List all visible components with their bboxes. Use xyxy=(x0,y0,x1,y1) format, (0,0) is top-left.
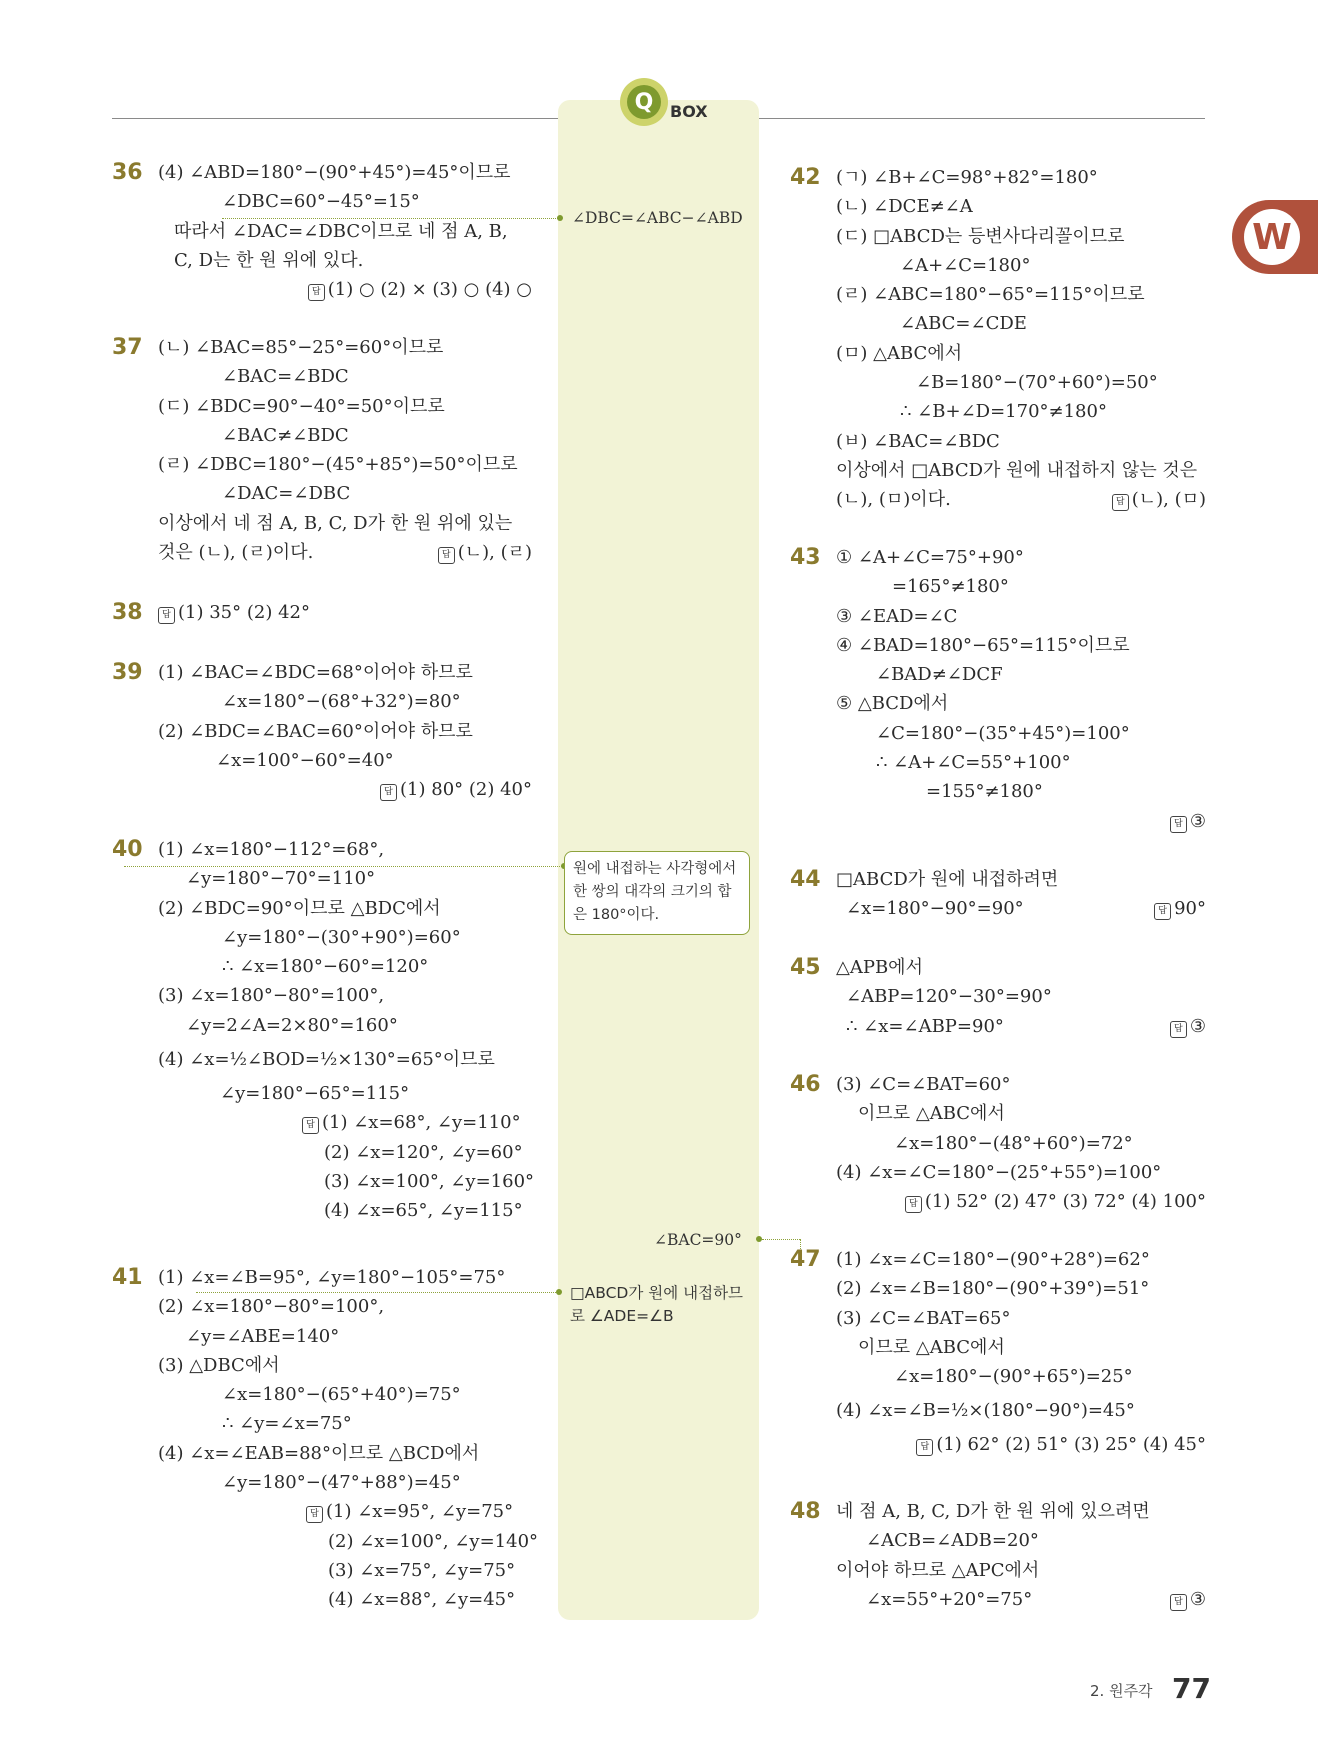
line: ∠x=100°−60°=40° xyxy=(216,749,394,771)
answer-tag-icon: 답 xyxy=(158,607,175,624)
line: ∠ACB=∠ADB=20° xyxy=(866,1530,1039,1552)
problem-number: 48 xyxy=(790,1499,821,1524)
answer: (3) ∠x=75°, ∠y=75° xyxy=(328,1559,516,1581)
answer-block xyxy=(158,1108,535,1225)
line: ∠A+∠C=180° xyxy=(900,254,1031,276)
problem-number: 42 xyxy=(790,165,821,190)
line-with-answer: 것은 (ㄴ), (ㄹ)이다. 답 (ㄴ), (ㄹ) xyxy=(158,538,532,567)
line: (ㄴ) ∠DCE≠∠A xyxy=(836,196,973,218)
line: ∠x=180°−(90°+65°)=25° xyxy=(894,1366,1133,1388)
line: ∠x=180°−(48°+60°)=72° xyxy=(894,1132,1133,1154)
answer-tag-icon: 답 xyxy=(1170,816,1187,833)
top-rule-left xyxy=(112,118,558,119)
answer-tag-icon: 답 xyxy=(308,284,325,301)
line: (1) ∠x=∠B=95°, ∠y=180°−105°=75° xyxy=(158,1267,506,1288)
note-bullet xyxy=(556,1289,562,1295)
line-with-answer: ∠x=180°−90°=90° 답 90° xyxy=(836,894,1206,923)
line: (ㄹ) ∠ABC=180°−65°=115°이므로 xyxy=(836,284,1145,306)
line: (3) ∠C=∠BAT=60° xyxy=(836,1074,1011,1095)
problem-46 xyxy=(790,1070,1206,1216)
line: ∠y=180°−(30°+90°)=60° xyxy=(222,926,461,948)
line: (ㄱ) ∠B+∠C=98°+82°=180° xyxy=(836,167,1098,188)
line: 이어야 하므로 △APC에서 xyxy=(836,1559,1040,1581)
note-leader xyxy=(762,1239,800,1240)
problem-48 xyxy=(790,1497,1206,1614)
line: (4) ∠x=∠EAB=88°이므로 △BCD에서 xyxy=(158,1442,480,1464)
note-leader xyxy=(222,218,562,219)
answer: 답 (ㄴ), (ㄹ) xyxy=(438,538,532,567)
line: (ㄷ) □ABCD는 등변사다리꼴이므로 xyxy=(836,225,1125,247)
line: =155°≠180° xyxy=(926,781,1043,803)
answer-tag-icon: 답 xyxy=(916,1439,933,1456)
answer: 답 ③ xyxy=(1170,1012,1206,1041)
problem-45 xyxy=(790,953,1206,1041)
note-leader xyxy=(124,866,564,867)
problem-number: 39 xyxy=(112,660,143,685)
line: ∠x=180°−(65°+40°)=75° xyxy=(222,1384,461,1406)
answer: (2) ∠x=100°, ∠y=140° xyxy=(328,1530,539,1552)
line: ∠y=180°−65°=115° xyxy=(220,1083,410,1105)
line: (2) ∠x=∠B=180°−(90°+39°)=51° xyxy=(836,1278,1150,1300)
line: 이상에서 네 점 A, B, C, D가 한 원 위에 있는 xyxy=(158,512,513,534)
answer: (4) ∠x=65°, ∠y=115° xyxy=(324,1200,523,1222)
line: ∠ABC=∠CDE xyxy=(900,313,1027,335)
line: ∠B=180°−(70°+60°)=50° xyxy=(916,372,1158,394)
answer: 답 90° xyxy=(1154,894,1206,923)
line: (2) ∠x=180°−80°=100°, xyxy=(158,1296,385,1318)
problem-44 xyxy=(790,865,1206,924)
note-leader xyxy=(196,1292,560,1293)
answer: 답 (1) 35° (2) 42° xyxy=(158,598,532,627)
problem-number: 36 xyxy=(112,160,143,185)
answer: 답 (1) ○ (2) × (3) ○ (4) ○ xyxy=(158,275,532,304)
line: (4) ∠x=∠B=½×(180°−90°)=45° xyxy=(836,1400,1135,1422)
answer-tag-icon: 답 xyxy=(1170,1021,1187,1038)
line: ∠C=180°−(35°+45°)=100° xyxy=(876,722,1130,744)
answer-block xyxy=(158,1497,539,1614)
answer-tag-icon: 답 xyxy=(438,547,455,564)
line-with-answer: ∠x=55°+20°=75° 답 ③ xyxy=(836,1585,1206,1614)
line: 네 점 A, B, C, D가 한 원 위에 있으려면 xyxy=(836,1501,1150,1522)
line: △APB에서 xyxy=(836,957,923,978)
qbox-note: □ABCD가 원에 내접하므로 ∠ADE=∠B xyxy=(570,1284,744,1325)
line-with-answer: ∴ ∠x=∠ABP=90° 답 ③ xyxy=(836,1012,1206,1041)
line: (3) ∠C=∠BAT=65° xyxy=(836,1307,1011,1329)
answer: 답 ③ xyxy=(836,807,1206,836)
qbox-logo-letter: Q xyxy=(627,85,661,119)
line: (1) ∠BAC=∠BDC=68°이어야 하므로 xyxy=(158,662,473,683)
chapter-label: 2. 원주각 xyxy=(1090,1682,1153,1700)
problem-number: 46 xyxy=(790,1072,821,1097)
problem-42 xyxy=(790,163,1206,515)
line: ∠y=180°−(47°+88°)=45° xyxy=(222,1472,461,1494)
answer: 답 ③ xyxy=(1170,1585,1206,1614)
line: (ㅂ) ∠BAC=∠BDC xyxy=(836,430,1000,452)
answer: 답 (1) 62° (2) 51° (3) 25° (4) 45° xyxy=(836,1430,1206,1459)
answer: 답 (1) 80° (2) 40° xyxy=(158,775,532,804)
problem-38 xyxy=(112,598,532,627)
line: (ㅁ) △ABC에서 xyxy=(836,342,963,364)
qbox-logo xyxy=(620,78,668,126)
line: ∠DBC=60°−45°=15° xyxy=(222,191,420,213)
qbox-note: ∠DBC=∠ABC−∠ABD xyxy=(572,209,743,227)
problem-number: 47 xyxy=(790,1247,821,1272)
line: ∠BAC=∠BDC xyxy=(222,366,349,388)
line: (ㄷ) ∠BDC=90°−40°=50°이므로 xyxy=(158,395,445,417)
line: 이므로 △ABC에서 xyxy=(858,1336,1005,1358)
answer-tag-icon: 답 xyxy=(306,1506,323,1523)
qbox-label: BOX xyxy=(670,102,708,121)
problem-number: 41 xyxy=(112,1265,143,1290)
line: ④ ∠BAD=180°−65°=115°이므로 xyxy=(836,634,1130,656)
problem-number: 40 xyxy=(112,837,143,862)
answer-tag-icon: 답 xyxy=(1170,1594,1187,1611)
line: ∠BAD≠∠DCF xyxy=(876,664,1003,686)
answer-tag-icon: 답 xyxy=(1154,903,1171,920)
problem-40 xyxy=(112,835,535,1226)
line: (2) ∠BDC=∠BAC=60°이어야 하므로 xyxy=(158,720,473,742)
problem-number: 44 xyxy=(790,867,821,892)
answer-tag-icon: 답 xyxy=(380,784,397,801)
qbox-note: ∠BAC=90° xyxy=(654,1231,742,1249)
line: ∠x=180°−(68°+32°)=80° xyxy=(222,691,461,713)
problem-number: 45 xyxy=(790,955,821,980)
answer: (4) ∠x=88°, ∠y=45° xyxy=(328,1589,516,1611)
answer: (2) ∠x=120°, ∠y=60° xyxy=(324,1141,523,1163)
line: C, D는 한 원 위에 있다. xyxy=(174,249,364,271)
line: (1) ∠x=180°−112°=68°, xyxy=(158,839,385,860)
line: (ㄹ) ∠DBC=180°−(45°+85°)=50°이므로 xyxy=(158,454,518,476)
qbox-note-box: 원에 내접하는 사각형에서 한 쌍의 대각의 크기의 합은 180°이다. xyxy=(564,851,750,935)
line: (4) ∠x=∠C=180°−(25°+55°)=100° xyxy=(836,1161,1162,1183)
page-number: 77 xyxy=(1172,1672,1211,1705)
problem-41 xyxy=(112,1263,539,1615)
problem-number: 43 xyxy=(790,545,821,570)
line-with-answer: (ㄴ), (ㅁ)이다. 답 (ㄴ), (ㅁ) xyxy=(836,485,1206,514)
line: (4) ∠x=½∠BOD=½×130°=65°이므로 xyxy=(158,1049,495,1071)
line: 이상에서 □ABCD가 원에 내접하지 않는 것은 xyxy=(836,459,1198,481)
top-rule-right xyxy=(759,118,1205,119)
answer: 답 (1) ∠x=68°, ∠y=110° xyxy=(302,1108,532,1137)
line: ∠y=∠ABE=140° xyxy=(186,1325,340,1347)
line: ∴ ∠B+∠D=170°≠180° xyxy=(900,401,1107,423)
answer-tag-icon: 답 xyxy=(1112,494,1129,511)
side-tab-icon: W xyxy=(1244,209,1300,265)
line: ∠ABP=120°−30°=90° xyxy=(846,986,1052,1008)
answer-tag-icon: 답 xyxy=(905,1196,922,1213)
line: ∠y=2∠A=2×80°=160° xyxy=(186,1014,398,1036)
line: =165°≠180° xyxy=(892,576,1009,598)
line: ∴ ∠y=∠x=75° xyxy=(222,1413,352,1435)
line: 따라서 ∠DAC=∠DBC이므로 네 점 A, B, xyxy=(174,220,508,242)
line: (3) △DBC에서 xyxy=(158,1354,280,1376)
line: ∠y=180°−70°=110° xyxy=(186,868,376,890)
line: ∴ ∠A+∠C=55°+100° xyxy=(876,752,1071,774)
answer: 답 (1) ∠x=95°, ∠y=75° xyxy=(306,1497,532,1526)
problem-number: 38 xyxy=(112,600,143,625)
side-tab xyxy=(1232,200,1318,274)
answer: 답 (1) 52° (2) 47° (3) 72° (4) 100° xyxy=(836,1187,1206,1216)
line: (ㄴ) ∠BAC=85°−25°=60°이므로 xyxy=(158,337,444,358)
line: □ABCD가 원에 내접하려면 xyxy=(836,869,1059,890)
answer: (3) ∠x=100°, ∠y=160° xyxy=(324,1170,535,1192)
line: (4) ∠ABD=180°−(90°+45°)=45°이므로 xyxy=(158,162,511,183)
problem-43 xyxy=(790,543,1206,836)
line: ① ∠A+∠C=75°+90° xyxy=(836,547,1024,568)
line: ∠BAC≠∠BDC xyxy=(222,424,349,446)
problem-37 xyxy=(112,333,532,567)
answer-tag-icon: 답 xyxy=(302,1117,319,1134)
line: 이므로 △ABC에서 xyxy=(858,1103,1005,1125)
problem-47 xyxy=(790,1245,1206,1460)
line: (2) ∠BDC=90°이므로 △BDC에서 xyxy=(158,897,441,919)
answer: 답 (ㄴ), (ㅁ) xyxy=(1112,485,1206,514)
problem-39 xyxy=(112,658,532,804)
line: ⑤ △BCD에서 xyxy=(836,693,949,715)
problem-36 xyxy=(112,158,532,304)
line: ③ ∠EAD=∠C xyxy=(836,605,958,627)
note-bullet xyxy=(557,215,563,221)
line: (3) ∠x=180°−80°=100°, xyxy=(158,985,385,1007)
problem-number: 37 xyxy=(112,335,143,360)
line: ∴ ∠x=180°−60°=120° xyxy=(222,956,429,978)
line: ∠DAC=∠DBC xyxy=(222,483,351,505)
line: (1) ∠x=∠C=180°−(90°+28°)=62° xyxy=(836,1249,1150,1270)
